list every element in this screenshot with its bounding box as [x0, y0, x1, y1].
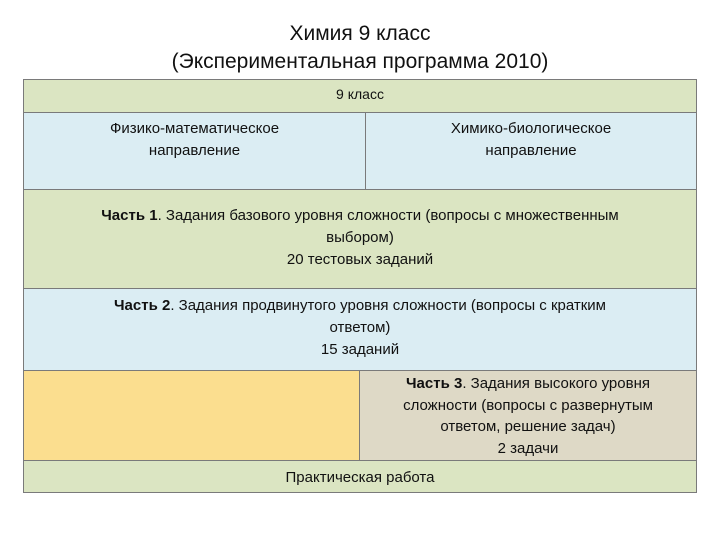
part1-text-line2: выбором)	[326, 229, 394, 246]
part2-row	[23, 288, 697, 371]
part2-count: 15 заданий	[320, 341, 400, 358]
part3-cell	[359, 370, 697, 461]
phys-math-direction-cell	[23, 112, 366, 190]
grade-label: 9 класс	[336, 86, 384, 102]
phys-math-line1: Физико-математическое	[109, 120, 280, 137]
practice-label: Практическая работа	[285, 469, 435, 486]
part3-count: 2 задачи	[497, 439, 559, 457]
part3-text: . Задания высокого уровня	[462, 375, 650, 392]
part1-text: . Задания базового уровня сложности (вопросы с множественным	[157, 207, 619, 224]
page-subtitle: (Экспериментальная программа 2010)	[171, 50, 549, 73]
part1-row	[23, 189, 697, 289]
part2-text-line1	[114, 295, 606, 317]
part2-text-line2: ответом)	[329, 319, 391, 336]
chem-bio-direction-cell	[365, 112, 697, 190]
grade-header	[23, 79, 697, 113]
part3-text-line1	[406, 373, 650, 395]
part3-text-line2: сложности (вопросы с развернутым	[403, 396, 653, 414]
chem-bio-line1: Химико-биологическое	[450, 120, 612, 137]
practice-row	[23, 460, 697, 493]
part2-label: Часть 2	[114, 297, 171, 314]
part2-text: . Задания продвинутого уровня сложности (вопросы с кратким	[170, 297, 606, 314]
program-table	[23, 79, 697, 493]
page-title: Химия 9 класс	[289, 22, 431, 45]
part1-count: 20 тестовых заданий	[286, 251, 434, 268]
empty-cell	[23, 370, 360, 461]
part1-label: Часть 1	[101, 207, 158, 224]
chem-bio-line2: направление	[485, 142, 577, 159]
phys-math-line2: направление	[148, 142, 241, 159]
part3-label: Часть 3	[406, 375, 463, 392]
part1-text-line1	[101, 205, 618, 227]
part3-text-line3: ответом, решение задач)	[440, 418, 616, 435]
